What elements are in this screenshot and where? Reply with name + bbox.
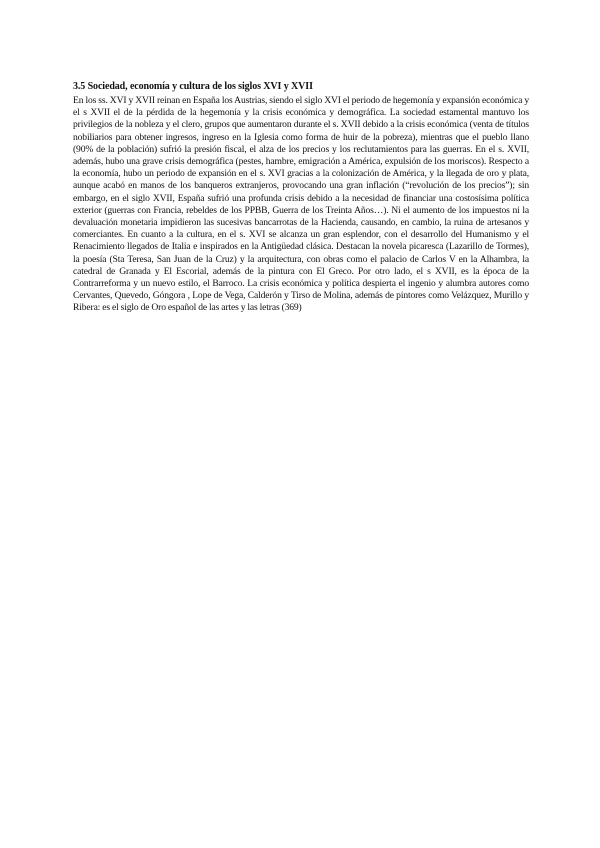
body-paragraph: En los ss. XVI y XVII reinan en España los Austrias, siendo el siglo XVI el periodo de hegemonía y expansión económica y el s XVII el de la pérdida de la hegemonía y la crisis económica y demográfica. La sociedad estamental mantuvo los privilegios de la nobleza y el clero, grupos que aumentaron durante el s. XVII debido a la crisis económica (venta de títulos nobiliarios para obtener ingresos, ingreso en la Iglesia como forma de huir de la pobreza), mientras que el pueblo llano (90% de la población) sufrió la presión fiscal, el alza de los precios y los reclutamientos para las guerras. En el s. XVII, además, hubo una grave crisis demográfica (pestes, hambre, emigración a América, expulsión de los moriscos). Respecto a la economía, hubo un periodo de expansión en el s. XVI gracias a la colonización de América, y la llegada de oro y plata, aunque acabó en manos de los banqueros extranjeros, provocando una gran inflación (“revolución de los precios”); sin embargo, en el siglo XVII, España sufrió una profunda crisis debido a la necesidad de financiar una costosísima política exterior (guerras con Francia, rebeldes de los PPBB, Guerra de los Treinta Años…). Ni el aumento de los impuestos ni la devaluación monetaria impidieron las sucesivas bancarrotas de la Hacienda, causando, en cambio, la ruina de artesanos y comerciantes. En cuanto a la cultura, en el s. XVI se alcanza un gran esplendor, con el desarrollo del Humanismo y el Renacimiento llegados de Italia e inspirados en la Antigüedad clásica. Destacan la novela picaresca (Lazarillo de Tormes), la poesía (Sta Teresa, San Juan de la Cruz) y la arquitectura, con obras como el palacio de Carlos V en la Alhambra, la catedral de Granada y El Escorial, además de la pintura con El Greco. Por otro lado, el s XVII, es la época de la Contrarreforma y un nuevo estilo, el Barroco. La crisis económica y política despierta el ingenio y alumbra autores como Cervantes, Quevedo, Góngora , Lope de Vega, Calderón y Tirso de Molina, además de pintores como Velázquez, Murillo y Ribera: es el siglo de Oro español de las artes y las letras (369) bbox=[73, 95, 529, 314]
document-content bbox=[73, 80, 529, 315]
section-heading: 3.5 Sociedad, economía y cultura de los siglos XVI y XVII bbox=[73, 81, 313, 92]
